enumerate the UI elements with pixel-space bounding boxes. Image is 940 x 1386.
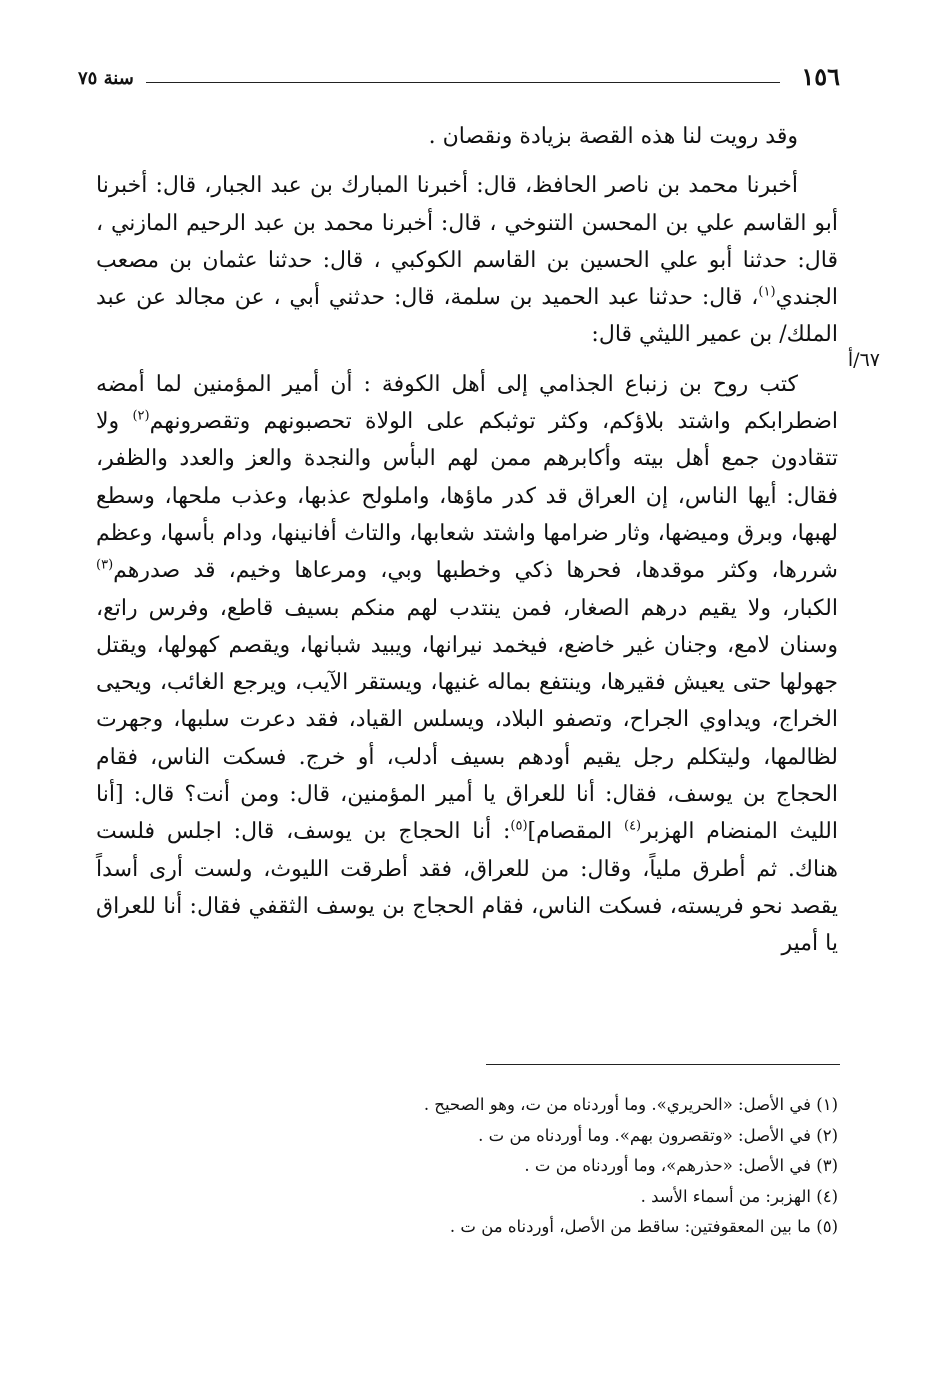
footnote-ref-2: (٢) bbox=[132, 408, 150, 424]
footnote-5: (٥) ما بين المعقوفتين: ساقط من الأصل، أوردناه من ت . bbox=[449, 1217, 838, 1236]
letter-text-c: الكبار، ولا يقيم درهم الصغار، فمن ينتدب لهم منكم بسيف قاطع، وفرس راتع، وسنان لامع، وجنان غير خاضع، فيخمد نيرانها، ويبيد شبانها، ويقصم كهولها، ويقتل جهولها حتى يعيش فقيرها، وينتفع بماله غنيها، ويستقر الآيب، ويرجع الغائب، ويحيى الخراج، ويداوي الجراح، وتصفو البلاد، ويسلس القياد، فقد دعرت سلبها، وجهرت لظالمها، وليتكلم رجل يقيم أودهم بسيف أدلب، أو خرج. فسكت الناس، فقام الحجاج بن يوسف، فقال: أنا للعراق يا أمير المؤمنين، قال: ومن أنت؟ قال: [أنا الليث المنضام الهزبر bbox=[96, 595, 838, 845]
running-header bbox=[78, 62, 840, 102]
footnote-3: (٣) في الأصل: «حذرهم»، وما أوردناه من ت . bbox=[524, 1156, 838, 1175]
footnote-1: (١) في الأصل: «الحريري». وما أوردناه من ت، وهو الصحيح . bbox=[423, 1095, 838, 1114]
running-title-year: سنة ٧٥ bbox=[78, 68, 134, 89]
footnote-separator bbox=[486, 1064, 840, 1065]
isnad-text-a: أخبرنا محمد بن ناصر الحافظ، قال: أخبرنا المبارك بن عبد الجبار، قال: أخبرنا أبو القاسم علي بن المحسن التنوخي ، قال: أخبرنا محمد بن عبد الرحيم المازني ، قال: حدثنا أبو علي الحسين بن القاسم الكوكبي ، قال: حدثنا عثمان بن مصعب الجندي bbox=[96, 173, 838, 311]
page-number: ١٥٦ bbox=[801, 62, 840, 91]
footnote-4: (٤) الهزبر: من أسماء الأسد . bbox=[640, 1186, 838, 1206]
letter-text-a: كتب روح بن زنباع الجذامي إلى أهل الكوفة : أن أمير المؤمنين لما أمضه اضطرابكم واشتد بلاؤكم، وكثر توثبكم على الولاة تحصبونهم وتقصرونهم bbox=[96, 371, 838, 435]
footnotes bbox=[96, 1090, 838, 1243]
paragraph-1 bbox=[96, 118, 838, 155]
footnote-ref-5: (٥) bbox=[510, 819, 528, 835]
header-rule bbox=[146, 82, 780, 83]
isnad-text-b: ، قال: حدثنا عبد الحميد بن سلمة، قال: حدثني أبي ، عن مجالد عن عبد الملك/ بن عمير الليثي قال: bbox=[96, 285, 838, 348]
footnote-ref-4: (٤) bbox=[623, 819, 642, 835]
letter-text-d: المقصام] bbox=[527, 819, 624, 845]
footnote-2: (٢) في الأصل: «وتقصرون بهم». وما أوردناه من ت . bbox=[478, 1125, 838, 1145]
letter-text-e: : أنا الحجاج بن يوسف، قال: اجلس فلست هناك. ثم أطرق ملياً، وقال: من للعراق، فقد أطرقت الليوث، ولست أرى أسداً يقصد نحو فريسته، فسكت الناس، فقام الحجاج بن يوسف الثقفي فقال: أنا للعراق يا أمير bbox=[96, 819, 838, 957]
paragraph-1-text: وقد رويت لنا هذه القصة بزيادة ونقصان . bbox=[428, 124, 798, 149]
paragraph-isnad bbox=[96, 167, 838, 353]
footnote-ref-1: (١) bbox=[758, 284, 776, 300]
manuscript-folio-marker: ٦٧/أ bbox=[847, 349, 880, 371]
main-text bbox=[96, 118, 838, 963]
footnote-ref-3: (٣) bbox=[96, 557, 114, 573]
letter-text-b: ولا تتقادون جمع أهل بيته وأكابرهم ممن لهم البأس والنجدة والعز والعدد والظفر، فقال: أيها الناس، إن العراق قد كدر ماؤها، واملولح عذبها، وعذب ملحها، وسطع لهبها، وبرق وميضها، وثار ضرامها واشتد شعابها، والتاث أفانينها، ودام بأسها، وعظم شررها، وكثر موقدها، فحرها ذكي وخطبها وبي، ومرعاها وخيم، قد صدرهم bbox=[96, 409, 838, 584]
paragraph-letter bbox=[96, 366, 838, 963]
